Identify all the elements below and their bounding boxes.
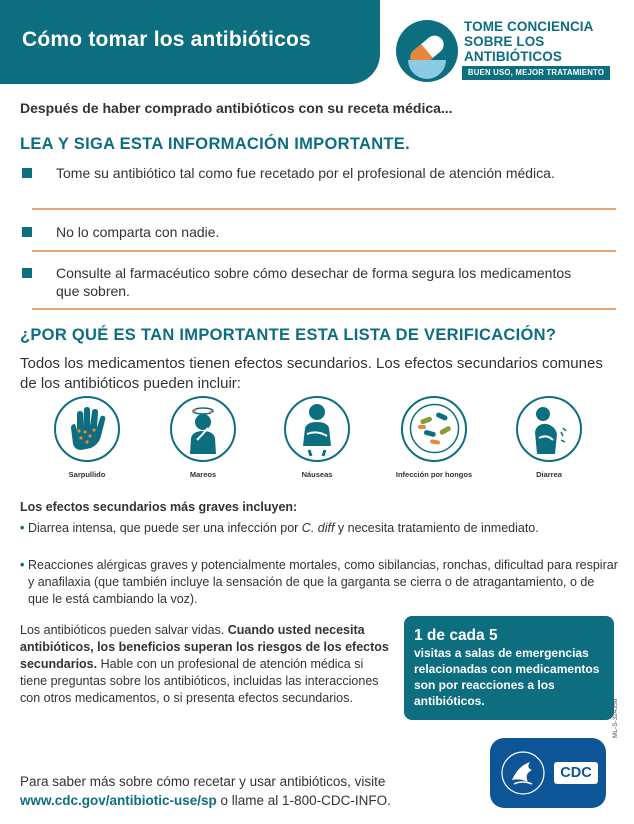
rash-hand-icon: [54, 396, 120, 462]
effect-diarrhea: [504, 396, 594, 479]
cdc-logo: CDC: [554, 762, 598, 784]
campaign-logo: [396, 16, 618, 86]
square-bullet-icon: [22, 268, 32, 278]
fungal-infection-icon: [401, 396, 467, 462]
bullet-dot-icon: •: [20, 558, 25, 572]
effect-rash: [42, 396, 132, 479]
hhs-seal-icon: [500, 750, 546, 796]
divider: [32, 208, 616, 210]
statistic-callout: [404, 616, 614, 720]
nausea-person-icon: [284, 396, 350, 462]
bullet-dot-icon: •: [20, 521, 25, 535]
diarrhea-person-icon: [516, 396, 582, 462]
effect-label: Diarrea: [536, 470, 562, 479]
page-title: Cómo tomar los antibióticos: [22, 28, 311, 51]
bullet-item: [20, 557, 618, 608]
intro-text: Después de haber comprado antibióticos con su receta médica...: [20, 100, 453, 116]
effect-label: Náuseas: [301, 470, 333, 479]
effect-label: Sarpullido: [68, 470, 106, 479]
square-bullet-icon: [22, 227, 32, 237]
effect-label: Mareos: [189, 470, 217, 479]
bullet-text: Diarrea intensa, que puede ser una infección por C. diff y necesita tratamiento de inmediato.: [28, 521, 539, 535]
callout-stat: 1 de cada 5: [414, 627, 498, 644]
footer-text: Para saber más sobre cómo recetar y usar antibióticos, visite www.cdc.gov/antibiotic-use/sp o llame al 1-800-CDC-INFO.: [20, 774, 391, 808]
checklist-item-text: No lo comparta con nadie.: [56, 224, 220, 240]
square-bullet-icon: [22, 168, 32, 178]
agency-logos: [490, 738, 606, 808]
logo-line-3: ANTIBIÓTICOS: [464, 49, 562, 64]
section-heading-why: ¿POR QUÉ ES TAN IMPORTANTE ESTA LISTA DE VERIFICACIÓN?: [20, 326, 557, 344]
logo-line-1: TOME CONCIENCIA: [464, 19, 594, 34]
checklist-item-text: Consulte al farmacéutico sobre cómo desechar de forma segura los medicamentos que sobren.: [56, 265, 572, 299]
serious-effects-heading: Los efectos secundarios más graves incluyen:: [20, 500, 298, 514]
dizzy-person-icon: [170, 396, 236, 462]
document-code: ML-S-324358: [612, 698, 619, 738]
benefits-paragraph: Los antibióticos pueden salvar vidas. Cuando usted necesita antibióticos, los beneficios superan los riesgos de los efectos secundarios. Hable con un profesional de atención médica si tiene preguntas sobre los antibióticos, incluidas las interacciones con otros medicamentos, o si presenta efectos secundarios.: [20, 623, 389, 705]
side-effects-intro: Todos los medicamentos tienen efectos secundarios. Los efectos secundarios comunes de los antibióticos pueden incluir:: [20, 355, 603, 392]
effect-dizziness: [158, 396, 248, 479]
header-bar: [0, 0, 380, 84]
bullet-text: Reacciones alérgicas graves y potencialmente mortales, como sibilancias, ronchas, dificultad para respirar y anafilaxia (que también incluye la sensación de que la garganta se cierra o de atragantamiento, o de que le está cambiando la voz).: [28, 558, 618, 606]
logo-tagline: BUEN USO, MEJOR TRATAMIENTO: [462, 66, 610, 80]
logo-line-2: SOBRE LOS: [464, 34, 545, 49]
effect-nausea: [272, 396, 362, 479]
checklist-item-text: Tome su antibiótico tal como fue recetado por el profesional de atención médica.: [56, 165, 555, 181]
effect-label: Infección por hongos: [395, 470, 473, 479]
divider: [32, 250, 616, 252]
section-heading-instructions: LEA Y SIGA ESTA INFORMACIÓN IMPORTANTE.: [20, 135, 410, 153]
cdc-website-link[interactable]: www.cdc.gov/antibiotic-use/sp: [20, 793, 217, 808]
effect-fungal-infection: [389, 396, 479, 479]
callout-text: visitas a salas de emergencias relacionadas con medicamentos son por reacciones a los antibióticos.: [414, 646, 600, 708]
pill-logo-icon: [396, 20, 458, 82]
bullet-item: [20, 520, 618, 537]
divider: [32, 308, 616, 310]
